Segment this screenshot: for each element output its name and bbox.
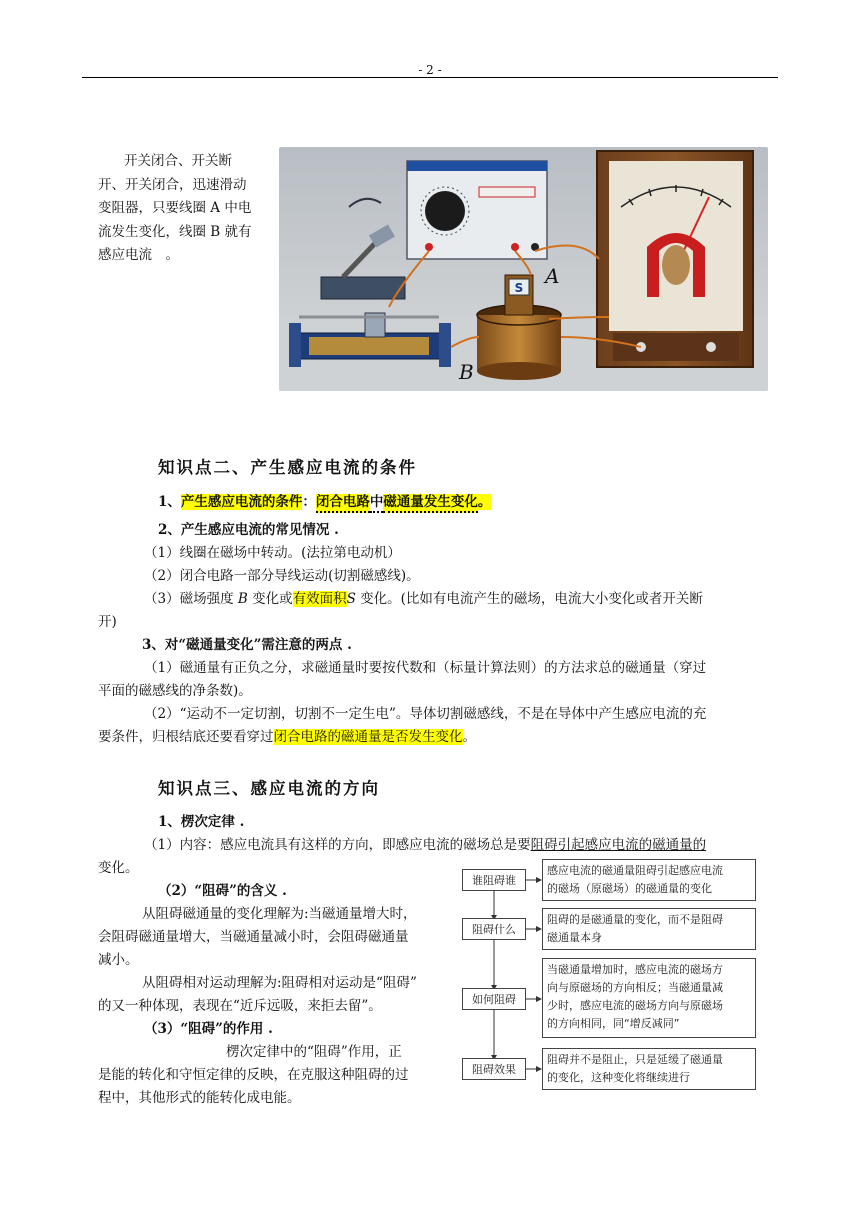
label-a: A — [545, 264, 560, 288]
experiment-photo — [279, 147, 768, 391]
flowchart — [462, 856, 762, 1096]
section3-e1-b: 是能的转化和守恒定律的反映，在克服这种阻碍的过 — [98, 1067, 409, 1083]
experiment-illustration — [279, 147, 768, 391]
label-b: B — [459, 360, 474, 384]
section3-title: 知识点三、感应电流的方向 — [158, 779, 380, 798]
section3-zaiai-title: （2）“阻碍”的含义 . — [158, 883, 287, 899]
flow-left-1: 谁阻碍谁 — [462, 869, 526, 891]
flow-left-4: 阻碍效果 — [462, 1058, 526, 1080]
page-number: - 2 - — [418, 63, 442, 77]
section2-item3: 3、对“磁通量变化”需注意的两点 . — [142, 637, 352, 653]
header-rule — [82, 77, 778, 78]
section2-case3-cont: 开) — [98, 614, 117, 630]
intro-paragraph: 开关闭合、开关断 开、开关闭合，迅速滑动 变阻器，只要线圈 A 中电 流发生变化，线圈 B 就有 感应电流 。 — [98, 153, 252, 263]
section3-def-c: 变化。 — [98, 860, 139, 876]
section2-note1-b: 平面的磁感线的净条数)。 — [98, 683, 252, 699]
flow-left-3: 如何阻碍 — [462, 988, 526, 1010]
flow-right-1: 感应电流的磁通量阻碍引起感应电流 的磁场（原磁场）的磁通量的变化 — [542, 859, 756, 901]
flow-left-2: 阻碍什么 — [462, 918, 526, 940]
section3-z2-a: 从阻碍相对运动理解为:阻碍相对运动是“阻碍” — [142, 975, 417, 991]
section2-case1: （1）线圈在磁场中转动。(法拉第电动机） — [144, 545, 401, 561]
section2-item1: 1、产生感应电流的条件：闭合电路中磁通量发生变化。 — [158, 490, 491, 510]
section2-note2-a: （2）“运动不一定切割，切割不一定生电”。导体切割磁感线，不是在导体中产生感应电流的充 — [144, 706, 707, 722]
label-s: S — [514, 281, 524, 295]
section2-title: 知识点二、产生感应电流的条件 — [158, 458, 417, 477]
section3-z1-a: 从阻碍磁通量的变化理解为:当磁通量增大时， — [142, 906, 417, 922]
section3-e1-c: 程中，其他形式的能转化成电能。 — [98, 1090, 301, 1106]
section2-case2: （2）闭合电路一部分导线运动(切割磁感线)。 — [144, 568, 420, 584]
section3-z2-b: 的又一种体现，表现在“近斥远吸，来拒去留”。 — [98, 998, 382, 1014]
section3-z1-c: 减小。 — [98, 952, 139, 968]
flow-right-2: 阻碍的是磁通量的变化，而不是阻碍 磁通量本身 — [542, 908, 756, 950]
section2-item2: 2、产生感应电流的常见情况 . — [158, 522, 339, 538]
section3-z1-b: 会阻碍磁通量增大，当磁通量减小时，会阻碍磁通量 — [98, 929, 409, 945]
section3-effect-title: （3）“阻碍”的作用 . — [144, 1021, 273, 1037]
section3-item1: 1、楞次定律 . — [158, 814, 245, 830]
flow-right-3: 当磁通量增加时，感应电流的磁场方 向与原磁场的方向相反；当磁通量减 少时，感应电流的磁场方向与原磁场 的方向相同，同“增反减同” — [542, 958, 756, 1038]
section3-def-a: （1）内容：感应电流具有这样的方向，即感应电流的磁场总是要阻碍引起感应电流的磁通量的 — [144, 837, 707, 853]
section2-note1-a: （1）磁通量有正负之分，求磁通量时要按代数和（标量计算法则）的方法求总的磁通量（穿过 — [144, 660, 707, 676]
flow-right-4: 阻碍并不是阻止，只是延缓了磁通量 的变化，这种变化将继续进行 — [542, 1048, 756, 1090]
section2-note2-b: 要条件，归根结底还要看穿过闭合电路的磁通量是否发生变化。 — [98, 729, 476, 745]
section3-e1-a: 楞次定律中的“阻碍”作用，正 — [226, 1044, 402, 1060]
section2-case3: （3）磁场强度 B 变化或有效面积S 变化。(比如有电流产生的磁场，电流大小变化或者开关断 — [144, 591, 703, 607]
